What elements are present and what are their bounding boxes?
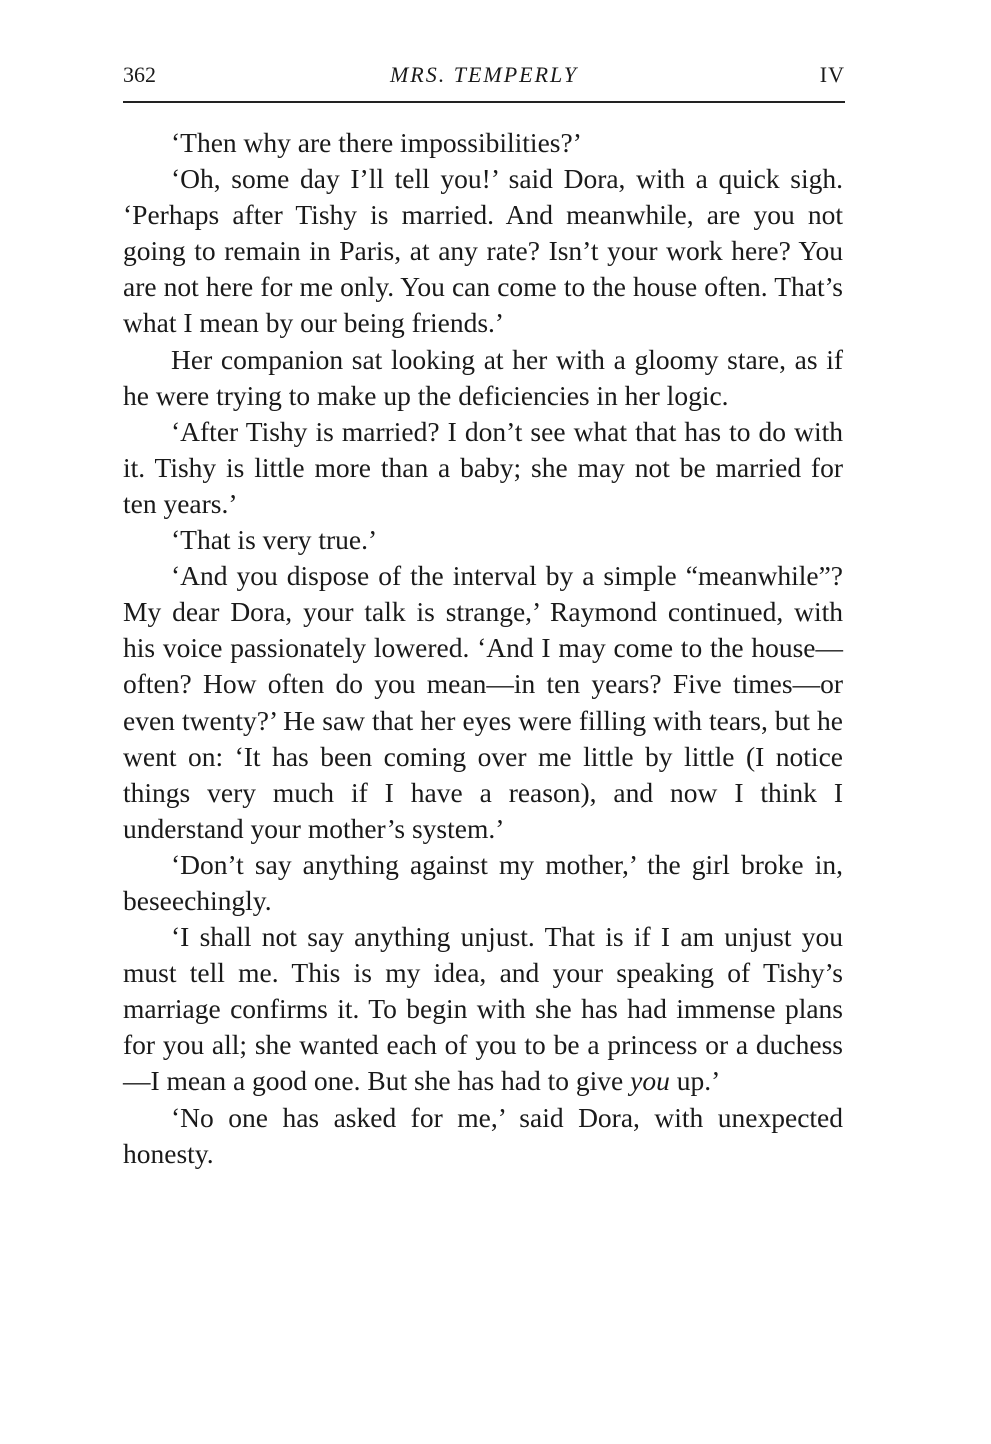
paragraph [123,919,843,1099]
emphasis-text: you [630,1065,670,1097]
paragraph: ‘After Tishy is married? I don’t see what that has to do with it. Tishy is little more than a baby; she may not be married for ten years.’ [123,415,843,519]
paragraph-text: ‘I shall not say anything unjust. That is if I am unjust you must tell me. This is my idea, and your speaking of Tishy’s marriage confirms it. To begin with she has had immense plans for you all; she wanted each of you to be a princess or a duchess—I mean a good one. But she has had to give [123,921,843,1097]
paragraph: ‘And you dispose of the interval by a simple “meanwhile”? My dear Dora, your talk is strange,’ Raymond continued, with his voice passionately lowered. ‘And I may come to the house—often? How often do you mean—in ten years? Five times—or even twenty?’ He saw that her eyes were filling with tears, but he went on: ‘It has been coming over me little by little (I notice things very much if I have a reason), and now I think I understand your mother’s system.’ [123,560,843,844]
page-number: 362 [123,62,156,87]
paragraph: ‘Don’t say anything against my mother,’ the girl broke in, beseechingly. [123,848,843,916]
running-title: MRS. TEMPERLY [389,62,579,87]
header-rule [123,101,845,103]
paragraph: ‘No one has asked for me,’ said Dora, with unexpected honesty. [123,1101,843,1169]
running-header [123,58,845,92]
chapter-number: IV [819,62,845,87]
paragraph-text: up.’ [669,1065,721,1097]
body-text [123,125,843,1172]
paragraph: ‘Oh, some day I’ll tell you!’ said Dora, with a quick sigh. ‘Perhaps after Tishy is married. And meanwhile, are you not going to remain in Paris, at any rate? Isn’t your work here? You are not here for me only. You can come to the house often. That’s what I mean by our being friends.’ [123,163,843,339]
paragraph: ‘That is very true.’ [171,524,378,556]
paragraph: Her companion sat looking at her with a gloomy stare, as if he were trying to make up the deficiencies in her logic. [123,343,843,411]
paragraph: ‘Then why are there impossibilities?’ [171,127,582,158]
